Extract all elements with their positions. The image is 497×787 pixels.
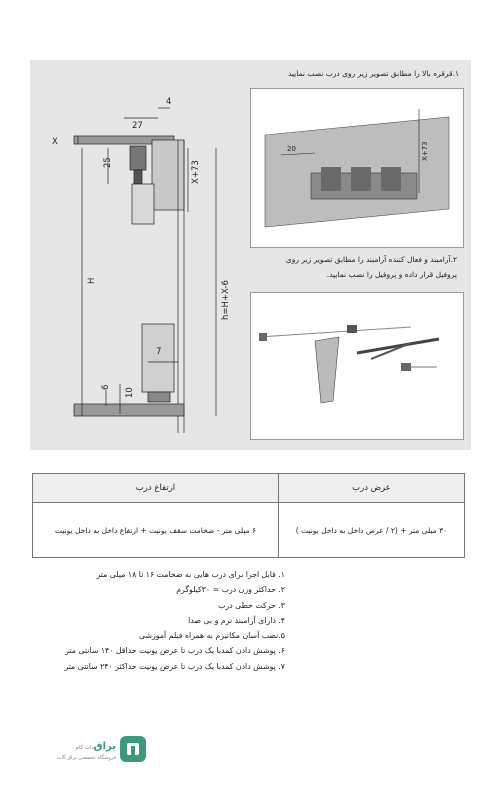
logo-tagline: فروشگاه تخصصی یراق آلات: [56, 755, 116, 761]
dim-hx: h=H+X-6: [221, 280, 231, 320]
features-list: [64, 567, 285, 674]
dim-25: 25: [103, 157, 113, 168]
softclose-detail-box: [250, 292, 464, 440]
dim-6: 6: [101, 384, 111, 390]
header-door-height: ارتفاع درب: [33, 474, 279, 503]
list-item: ۲. حداکثر وزن درب = ۳۰کیلوگرم: [176, 585, 285, 595]
cell-door-width: ۳۰ میلی متر + (۲ / عرض داخل به داخل یونیت ): [278, 503, 464, 558]
step2-text: [286, 252, 457, 282]
step2-line2: پروفیل قرار داده و پروفیل را نصب نمایید.: [326, 270, 457, 279]
dimensions-table: [32, 473, 465, 558]
box1-dim-20: 20: [287, 145, 296, 153]
list-item: ۴. دارای آرامبند نرم و بی صدا: [188, 615, 285, 625]
dim-x73: X+73: [191, 160, 201, 184]
cell-door-height: ۶ میلی متر - ضخامت سقف یونیت + ارتفاع داخل به داخل یونیت: [33, 503, 279, 558]
dim-x: X: [52, 137, 58, 147]
brand-logo: [40, 732, 150, 766]
step1-text: ۱.قرقره بالا را مطابق تصویر زیر روی درب نصب نمایید: [287, 69, 459, 78]
dim-h: H: [87, 277, 97, 284]
dim-27: 27: [132, 121, 143, 131]
list-item: ۳. حرکت خطی درب: [218, 600, 285, 610]
box1-dim-x73: X+73: [421, 141, 429, 161]
door-section-diagram: [38, 88, 246, 438]
profile-detail-box: [250, 88, 464, 248]
dim-10: 10: [125, 387, 135, 398]
list-item: ۶. پوشش دادن کمدبا یک درب تا عرض یونیت حداقل ۱۴۰ سانتی متر: [65, 646, 285, 656]
header-door-width: عرض درب: [278, 474, 464, 503]
list-item: ۱. قابل اجرا برای درب هایی به ضخامت ۱۶ تا ۱۸ میلی متر: [96, 570, 285, 579]
list-item: ۵.نصب آسان مکانیزم به همراه فیلم آموزشی: [139, 631, 285, 641]
step2-line1: ۲.آرامبند و فعال کننده آرامبند را مطابق تصویر زیر روی: [285, 255, 457, 264]
logo-domain: دات کام: [75, 745, 94, 751]
dim-7: 7: [156, 347, 162, 357]
logo-brand: یراق: [93, 741, 116, 752]
list-item: ۷. پوشش دادن کمدبا یک درب تا عرض یونیت حداکثر ۲۴۰ سانتی متر: [64, 661, 285, 671]
dim-4: 4: [166, 97, 172, 107]
